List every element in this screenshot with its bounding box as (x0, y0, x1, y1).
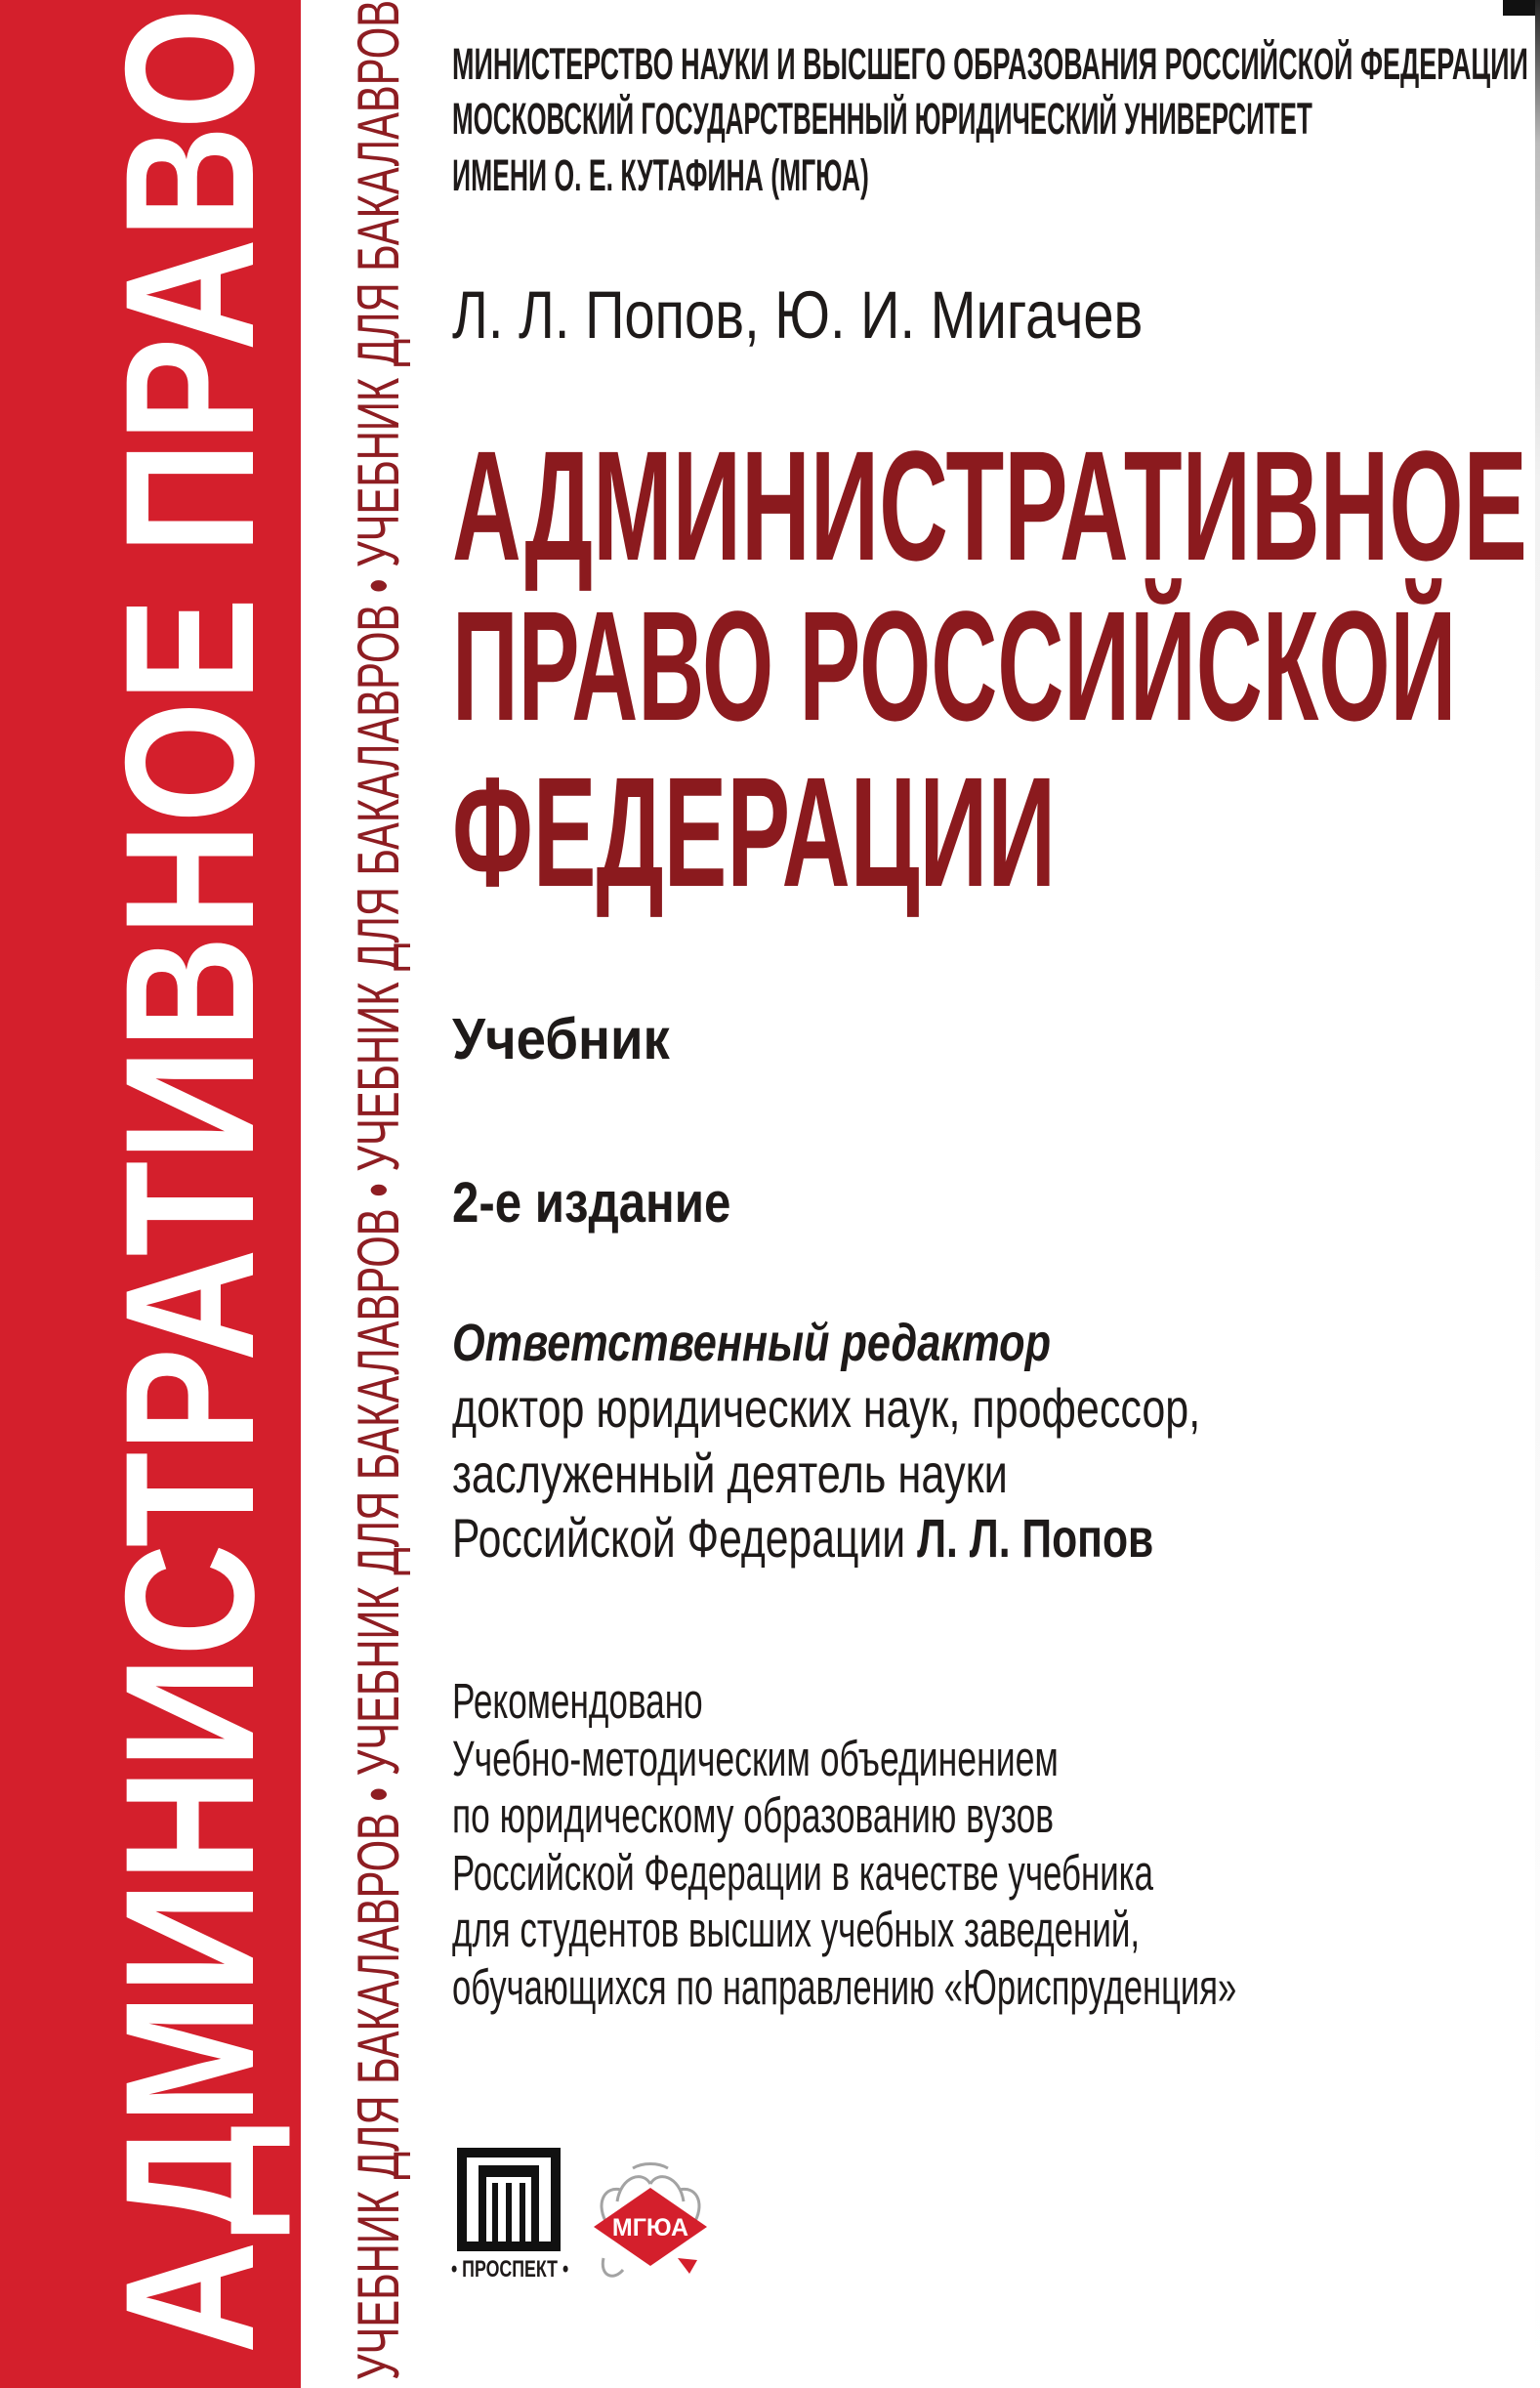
recommendation-line (452, 1787, 1055, 1843)
book-type-label (452, 1007, 670, 1071)
recommendation-text: для студентов высших учебных заведений, (452, 1902, 1141, 1957)
title-line-2-text: ПРАВО РОССИЙСКОЙ (452, 578, 1457, 753)
title-line-1-text: АДМИНИСТРАТИВНОЕ (452, 418, 1527, 593)
scan-edge-right (1535, 0, 1540, 2388)
title-line-1 (452, 418, 1527, 593)
ministry-line (452, 39, 1528, 89)
recommendation-line (452, 1959, 1237, 2015)
editor-heading-text: Ответственный редактор (452, 1314, 1052, 1372)
university-text: МОСКОВСКИЙ ГОСУДАРСТВЕННЫЙ ЮРИДИЧЕСКИЙ УНИВЕРСИТЕТ (452, 94, 1312, 144)
mgyua-logo-icon (588, 2162, 713, 2287)
series-label (346, 0, 411, 2380)
ministry-text: МИНИСТЕРСТВО НАУКИ И ВЫСШЕГО ОБРАЗОВАНИЯ РОССИЙСКОЙ ФЕДЕРАЦИИ (452, 39, 1528, 89)
recommendation-text: Российской Федерации в качестве учебника (452, 1845, 1154, 1901)
mgyua-logo-label: МГЮА (611, 2214, 689, 2241)
editor-credentials-text: заслуженный деятель науки (452, 1443, 1008, 1504)
editor-credentials-text: Российской Федерации (452, 1507, 906, 1569)
title-line-3 (452, 744, 1057, 919)
editor-credentials-text: доктор юридических наук, профессор, (452, 1377, 1201, 1439)
editor-credentials-line (452, 1443, 1008, 1504)
spine-title (87, 8, 292, 2354)
title-line-3-text: ФЕДЕРАЦИИ (452, 744, 1057, 919)
recommendation-text: по юридическому образованию вузов (452, 1787, 1055, 1843)
university-line (452, 94, 1312, 144)
editor-name: Л. Л. Попов (917, 1507, 1154, 1569)
editor-heading (452, 1314, 1052, 1372)
book-type-text: Учебник (452, 1007, 670, 1071)
edition-label (452, 1171, 731, 1235)
editor-credentials-line (452, 1377, 1201, 1439)
recommendation-line (452, 1902, 1141, 1957)
university-name-text: ИМЕНИ О. Е. КУТАФИНА (МГЮА) (452, 150, 869, 200)
publisher-label-text: • ПРОСПЕКТ • (451, 2256, 569, 2283)
spine-title-text: АДМИНИСТРАТИВНОЕ ПРАВО (87, 8, 292, 2354)
series-label-text: УЧЕБНИК ДЛЯ БАКАЛАВРОВ • УЧЕБНИК ДЛЯ БАКАЛАВРОВ • УЧЕБНИК ДЛЯ БАКАЛАВРОВ • УЧЕБНИК ДЛЯ БАКАЛАВРОВ (346, 0, 411, 2380)
recommendation-text: обучающихся по направлению «Юриспруденция» (452, 1959, 1237, 2015)
editor-credentials-line (452, 1507, 1154, 1569)
title-line-2 (452, 578, 1457, 753)
logo-mark (678, 2258, 697, 2274)
recommendation-text: Рекомендовано (452, 1673, 703, 1729)
university-name-line (452, 150, 869, 200)
recommendation-line (452, 1731, 1059, 1786)
recommendation-line (452, 1845, 1154, 1901)
editor-credentials-last (452, 1507, 1154, 1569)
authors (452, 277, 1144, 353)
edition-text: 2-е издание (452, 1171, 731, 1235)
authors-text: Л. Л. Попов, Ю. И. Мигачев (452, 277, 1144, 353)
recommendation-text: Учебно-методическим объединением (452, 1731, 1059, 1786)
publisher-label (451, 2258, 568, 2282)
recommendation-line (452, 1673, 703, 1729)
prospekt-logo-icon (457, 2148, 561, 2251)
